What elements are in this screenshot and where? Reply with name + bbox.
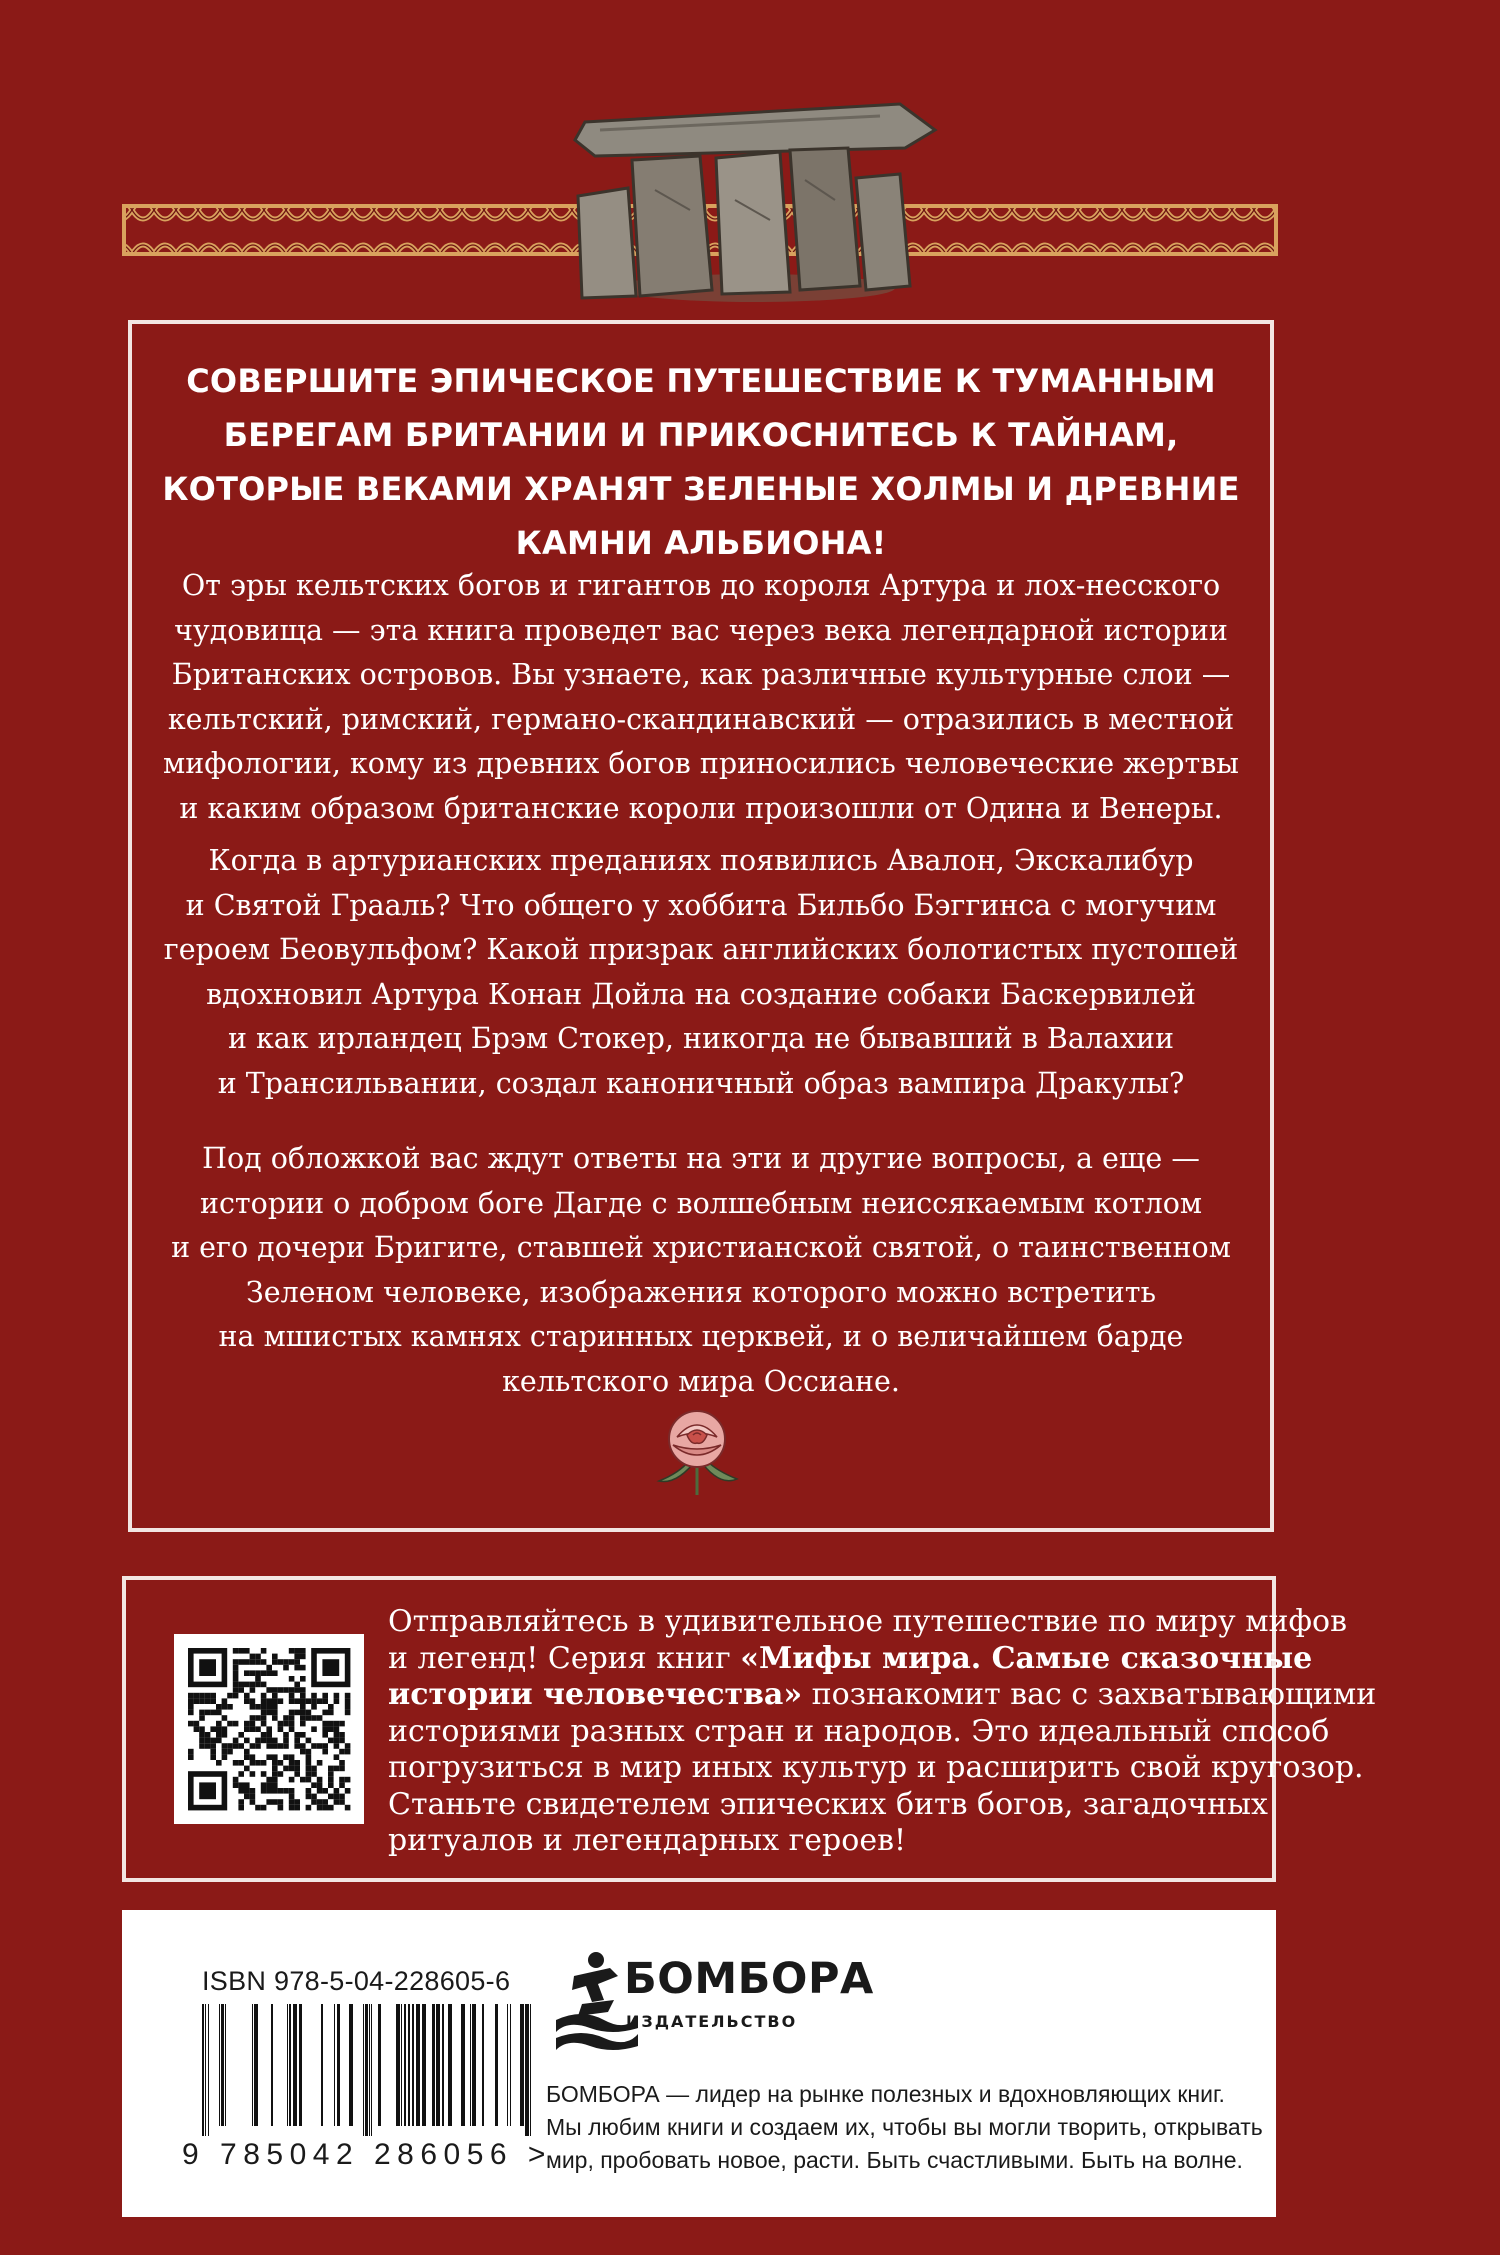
publisher-subtitle: ИЗДАТЕЛЬСТВО	[626, 2012, 798, 2031]
qr-code-icon[interactable]	[174, 1634, 364, 1824]
paragraph-3	[132, 1137, 1270, 1404]
paragraph-2	[132, 839, 1270, 1106]
text-line: БОМБОРА — лидер на рынке полезных и вдохновляющих книг.	[546, 2081, 1225, 2107]
text-line: и его дочери Бригите, ставшей христианской святой, о таинственном	[171, 1231, 1231, 1264]
text-line: Зеленом человеке, изображения которого можно встретить	[246, 1275, 1156, 1309]
text-line: Под обложкой вас ждут ответы на эти и другие вопросы, а еще —	[202, 1142, 1200, 1175]
series-frame	[122, 1576, 1377, 1882]
text-line: и Трансильвании, создал каноничный образ вампира Дракулы?	[217, 1066, 1185, 1100]
publisher-panel	[122, 1910, 1276, 2217]
text-line: и Святой Грааль? Что общего у хоббита Бильбо Бэггинса с могучим	[185, 888, 1217, 922]
text-line: и как ирландец Брэм Стокер, никогда не бывавший в Валахии	[227, 1022, 1175, 1055]
text-fragment: и легенд! Серия книг	[388, 1640, 741, 1676]
text-line: Станьте свидетелем эпических битв богов, загадочных	[388, 1786, 1268, 1822]
text-line: мир, пробовать новое, расти. Быть счастливыми. Быть на волне.	[546, 2147, 1243, 2173]
series-title-fragment: истории человечества»	[388, 1677, 803, 1712]
text-line: мифологии, кому из древних богов приносились человеческие жертвы	[163, 747, 1239, 780]
text-line: историями разных стран и народов. Это идеальный способ	[388, 1713, 1330, 1749]
dolmen-stones-icon	[575, 104, 935, 302]
series-title-fragment: «Мифы мира. Самые сказочные	[740, 1640, 1313, 1676]
publisher-name: БОМБОРА	[624, 1954, 874, 2004]
rose-icon	[647, 1399, 747, 1499]
text-line: и каким образом британские короли произошли от Одина и Венеры.	[179, 791, 1223, 825]
text-line: кельтский, римский, германо-скандинавский — отразились в местной	[167, 702, 1235, 736]
text-line: погрузиться в мир иных культур и расширить свой кругозор.	[388, 1750, 1364, 1785]
text-line: чудовища — эта книга проведет вас через века легендарной истории	[174, 613, 1228, 647]
text-line: кельтского мира Оссиане.	[502, 1364, 900, 1398]
text-line	[388, 1677, 1377, 1714]
text-line: героем Беовульфом? Какой призрак английских болотистых пустошей	[163, 933, 1239, 966]
text-line: ритуалов и легендарных героев!	[388, 1823, 907, 1858]
text-line: Отправляйтесь в удивительное путешествие по миру мифов	[388, 1604, 1347, 1639]
description-frame	[128, 320, 1274, 1532]
publisher-description	[546, 2078, 1263, 2177]
headline	[132, 354, 1270, 570]
barcode	[202, 2004, 532, 2136]
text-line: Британских островов. Вы узнаете, как различные культурные слои —	[171, 658, 1231, 691]
series-description	[388, 1604, 1377, 1860]
headline-line: КАМНИ АЛЬБИОНА!	[515, 524, 887, 562]
barcode-digits: 9 785042 286056 >	[182, 2138, 552, 2171]
celtic-knot-band-icon	[0, 100, 1500, 320]
text-line: От эры кельтских богов и гигантов до короля Артура и лох-несского	[181, 569, 1221, 602]
text-line: истории о добром боге Дагде с волшебным неиссякаемым котлом	[199, 1186, 1203, 1220]
text-line: Мы любим книги и создаем их, чтобы вы могли творить, открывать	[546, 2114, 1263, 2140]
text-fragment: познакомит вас с захватывающими	[802, 1677, 1377, 1712]
text-line: Когда в артурианских преданиях появились Авалон, Экскалибур	[208, 844, 1194, 877]
headline-line: СОВЕРШИТЕ ЭПИЧЕСКОЕ ПУТЕШЕСТВИЕ К ТУМАННЫМ	[186, 362, 1216, 400]
isbn-label: ISBN 978-5-04-228605-6	[202, 1966, 511, 1996]
text-line: вдохновил Артура Конан Дойла на создание собаки Баскервилей	[206, 977, 1196, 1011]
text-line: на мшистых камнях старинных церквей, и о величайшем барде	[218, 1320, 1184, 1353]
headline-line: КОТОРЫЕ ВЕКАМИ ХРАНЯТ ЗЕЛЕНЫЕ ХОЛМЫ И ДРЕВНИЕ	[162, 470, 1240, 508]
text-line	[388, 1640, 1313, 1678]
paragraph-1	[132, 564, 1270, 831]
headline-line: БЕРЕГАМ БРИТАНИИ И ПРИКОСНИТЕСЬ К ТАЙНАМ,	[223, 416, 1179, 454]
